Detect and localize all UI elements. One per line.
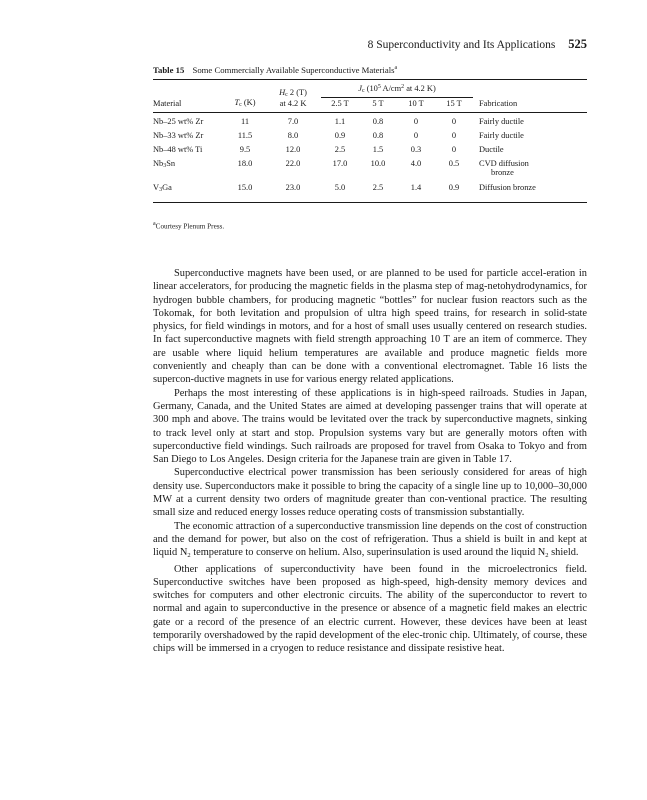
page-header — [153, 37, 587, 52]
field-header: 15 T — [435, 98, 473, 113]
footnote-text: Courtesy Plenum Press. — [155, 222, 225, 231]
field-header: 10 T — [397, 98, 435, 113]
tc-header: Tc (K) — [225, 98, 265, 113]
fabrication-header: Fabrication — [473, 98, 587, 113]
paragraph: Perhaps the most interesting of these applications is in high-speed railroads. Studies in Japan, Germany, Canada, and the United States are aimed at developing passenger trains that will operate at 300 mph and above. The trains would be levitated over the track by superconductive magnets, sinking to track level only at start and stop. Propulsion systems vary but are generally motors often with superconductive field windings. Such railroads are proposed for travel from Osaka to Tokyo and from San Diego to Los Angeles. Design criteria for the Japanese train are given in Table 17. — [153, 387, 587, 466]
paragraph: The economic attraction of a superconductive transmission line depends on the cost of construction and the demand for power, but also on the cost of refrigeration. Thus a shield is built in and kept at liquid $N_2$ temperature to conserve on helium. Also, superinsulation is used around the liquid $N_2$ shield. — [153, 520, 587, 560]
hc2-header-line1: Hc 2 (T) — [265, 80, 321, 99]
running-title: 8 Superconductivity and Its Applications — [367, 39, 556, 51]
table-row: Nb–48 wt% Ti 9.5 12.0 2.5 1.5 0.3 0 Ductile — [153, 145, 504, 154]
table-footnote — [153, 221, 224, 230]
table-row: V3Ga 15.0 23.0 5.0 2.5 1.4 0.9 Diffusion bronze — [153, 177, 587, 203]
table-row: Nb–25 wt% Zr 11 7.0 1.1 0.8 0 0 Fairly ductile — [153, 117, 524, 126]
footnote-marker: a — [153, 221, 156, 227]
hc2-header-line2: at 4.2 K — [265, 98, 321, 113]
jc-header: Jc ($10^5$ $A/cm^2$ at 4.2 K) — [321, 80, 473, 99]
table-label: Table 15 — [153, 65, 185, 75]
caption-note-marker: a — [394, 65, 398, 72]
material-header: Material — [153, 98, 225, 113]
table-caption-text: Some Commercially Available Superconductive Materials — [192, 65, 395, 75]
paragraph: Superconductive magnets have been used, or are planned to be used for particle accel-eration in linear accelerators, for producing the magnetic fields in the plasma step of mag-netohydrodynamics, for hydrogen bubble chambers, for producing magnetic “bottles” for nuclear fusion reactors such as the Tokomak, for both levitation and propulsion of ultra high speed trains, for research in solid-state physics, for field windings in motors, and for a host of small uses usually centered on research studies. In fact superconductive magnets with field strength approaching 10 T are an item of commerce. They are usable where liquid helium temperatures are available and produce magnetic fields more conveniently and cheaply than can be done with a conventional electromagnet. Table 16 lists the supercon-ductive magnets in use for various energy related applications. — [153, 268, 587, 386]
field-header: 2.5 T — [321, 98, 359, 113]
table-row: Nb3Sn 18.0 22.0 17.0 10.0 4.0 0.5 CVD diffusion bronze — [153, 159, 529, 177]
body-text — [153, 267, 587, 656]
field-header: 5 T — [359, 98, 397, 113]
paragraph: Superconductive electrical power transmission has been seriously considered for areas of high density use. Superconductors make it possible to bring the capacity of a single line up to 10,000–30,000 MW at a current density two orders of magnitude greater than con-ventional practice. The resulting small size and reduced energy losses reduce operating costs of transmission substantially. — [153, 467, 587, 519]
materials-table — [153, 79, 587, 203]
table-caption — [153, 65, 397, 75]
page-number: 525 — [568, 37, 587, 51]
table-row: Nb–33 wt% Zr 11.5 8.0 0.9 0.8 0 0 Fairly ductile — [153, 131, 524, 140]
paragraph: Other applications of superconductivity have been found in the microelectronics field. Superconductive switches have been proposed as high-speed, high-density memory devices and switches for computers and other electronic circuits. The ability of the superconductor to revert to normal and again to superconductive in the presence or absence of a magnetic field makes an electric gate or a record of the presence of an electric current. However, these devices have been at least temporarily overshadowed by the rapid development of the elec-tronic chip. Ultimately, of course, these chips will be immersed in a cryogen to reduce resistance and dissipate resistive heat. — [153, 563, 587, 655]
